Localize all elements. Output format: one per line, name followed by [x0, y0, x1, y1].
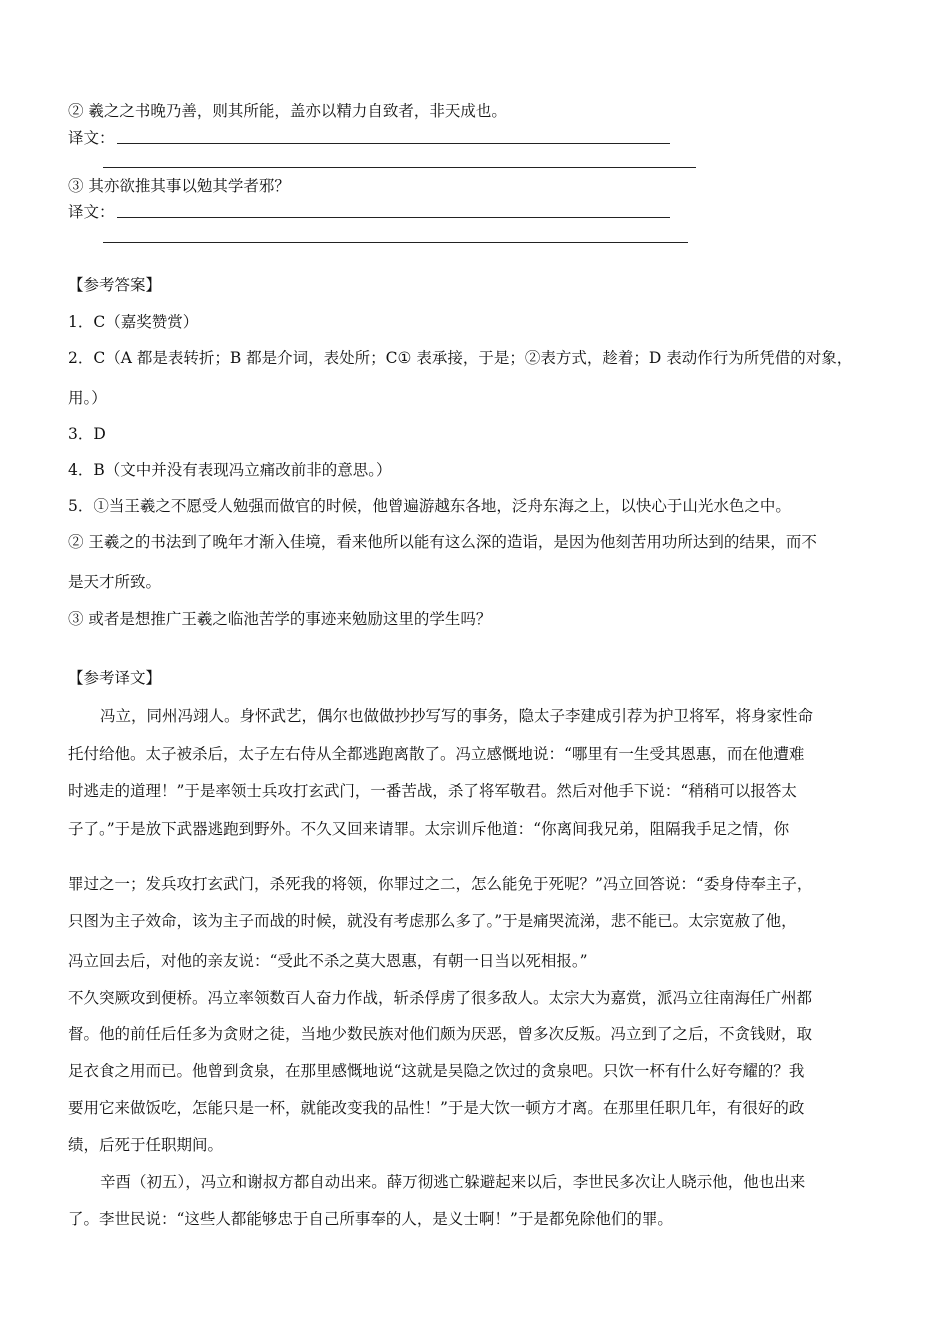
- answer-blank-line: [117, 217, 670, 218]
- translation-line: 足衣食之用而已。他曾到贪泉，在那里感慨地说“这就是吴隐之饮过的贪泉吧。只饮一杯有什么好夸耀的？我: [68, 1062, 805, 1080]
- answer-line: ② 王羲之的书法到了晚年才渐入佳境，看来他所以能有这么深的造诣，是因为他刻苦用功所达到的结果，而不: [68, 533, 817, 551]
- exercise-sentence-2: ② 羲之之书晚乃善，则其所能，盖亦以精力自致者，非天成也。: [68, 102, 507, 120]
- translation-line: 只图为主子效命，该为主子而战的时候，就没有考虑那么多了。”于是痛哭流涕，悲不能已。太宗宽赦了他，: [68, 912, 797, 930]
- answer-line: 5．①当王羲之不愿受人勉强而做官的时候，他曾遍游越东各地，泛舟东海之上，以快心于山光水色之中。: [68, 497, 791, 515]
- translation-line: 托付给他。太子被杀后，太子左右侍从全都逃跑离散了。冯立感慨地说：“哪里有一生受其恩惠，而在他遭难: [68, 745, 805, 763]
- translation-line: 冯立，同州冯翊人。身怀武艺，偶尔也做做抄抄写写的事务，隐太子李建成引荐为护卫将军，将身家性命: [100, 707, 814, 725]
- answer-line: 用。）: [68, 389, 107, 407]
- translation-line: 不久突厥攻到便桥。冯立率领数百人奋力作战，斩杀俘虏了很多敌人。太宗大为嘉赏，派冯立往南海任广州都: [68, 989, 813, 1007]
- exercise-sentence-3: ③ 其亦欲推其事以勉其学者邪？: [68, 177, 290, 195]
- translation-line: 子了。”于是放下武器逃跑到野外。不久又回来请罪。太宗训斥他道：“你离间我兄弟，阻隔我手足之情，你: [68, 820, 790, 838]
- answer-line: 是天才所致。: [68, 573, 162, 591]
- translation-line: 要用它来做饭吃，怎能只是一杯，就能改变我的品性！”于是大饮一顿方才离。在那里任职几年，有很好的政: [68, 1099, 805, 1117]
- translation-line: 辛酉（初五），冯立和谢叔方都自动出来。薛万彻逃亡躲避起来以后，李世民多次让人晓示他，他也出来: [100, 1173, 806, 1191]
- translation-label-2: 译文：: [68, 129, 115, 147]
- answer-blank-line: [117, 143, 670, 144]
- translation-heading: 【参考译文】: [68, 669, 162, 687]
- translation-line: 绩，后死于任职期间。: [68, 1136, 224, 1154]
- translation-line: 时逃走的道理！”于是率领士兵攻打玄武门，一番苦战，杀了将军敬君。然后对他手下说：“稍稍可以报答太: [68, 782, 797, 800]
- translation-line: 冯立回去后，对他的亲友说：“受此不杀之莫大恩惠，有朝一日当以死相报。”: [68, 952, 588, 970]
- translation-line: 罪过之一；发兵攻打玄武门，杀死我的将领，你罪过之二，怎么能免于死呢？”冯立回答说：“委身侍奉主子，: [68, 875, 813, 893]
- answer-line: 4．B（文中并没有表现冯立痛改前非的意思。）: [68, 461, 392, 479]
- translation-line: 了。李世民说：“这些人都能够忠于自己所事奉的人，是义士啊！”于是都免除他们的罪。: [68, 1210, 673, 1228]
- answer-line: 3．D: [68, 425, 106, 443]
- translation-line: 督。他的前任后任多为贪财之徒，当地少数民族对他们颇为厌恶，曾多次反叛。冯立到了之后，不贪钱财，取: [68, 1025, 813, 1043]
- answer-line: ③ 或者是想推广王羲之临池苦学的事迹来勉励这里的学生吗？: [68, 610, 492, 628]
- answers-heading: 【参考答案】: [68, 276, 162, 294]
- answer-blank-line: [103, 242, 688, 243]
- answer-line: 2．C（A 都是表转折；B 都是介词，表处所；C① 表承接，于是；②表方式，趁着；D 表动作行为所凭借的对象，: [68, 349, 853, 367]
- answer-line: 1．C（嘉奖赞赏）: [68, 313, 199, 331]
- answer-blank-line: [103, 167, 696, 168]
- translation-label-3: 译文：: [68, 203, 115, 221]
